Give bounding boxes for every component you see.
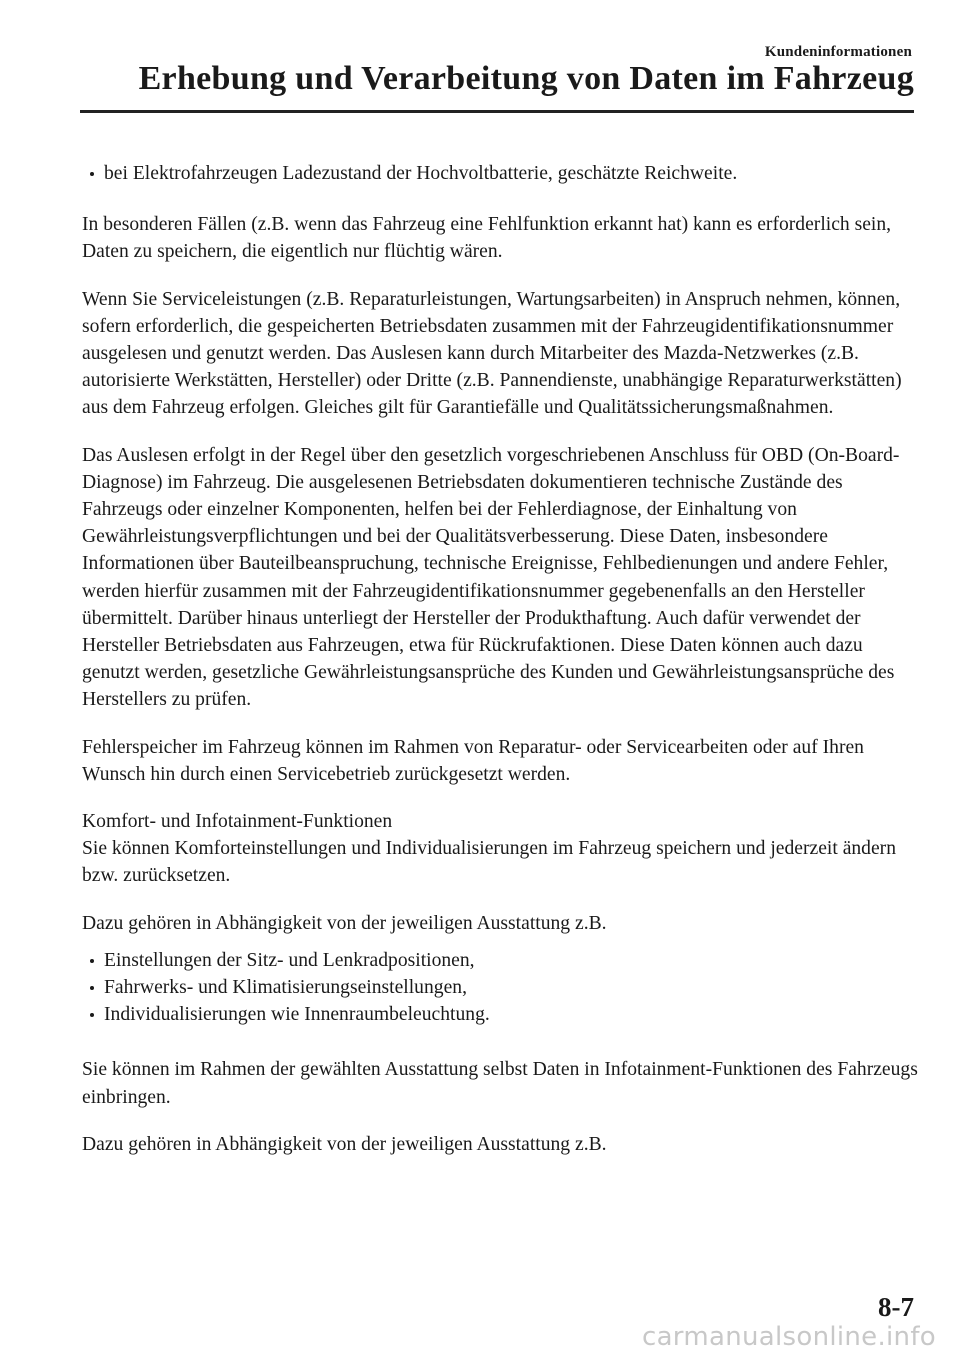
paragraph-equipment-intro: Dazu gehören in Abhängigkeit von der jeweiligen Ausstattung z.B. <box>82 912 607 934</box>
section-label: Kundeninformationen <box>764 44 912 60</box>
paragraph-service: Wenn Sie Serviceleistungen (z.B. Reparaturleistungen, Wartungsarbeiten) in Anspruch nehmen, können, sofern erforderlich, die gespeicherten Betriebsdaten zusammen mit der Fahrzeugidentifikationsnummer ausgelesen und genutzt werden. Das Auslesen kann durch Mitarbeiter des Mazda-Netzwerkes (z.B. autorisierte Werkstätten, Hersteller) oder Dritte (z.B. Pannendienste, unabhängige Reparaturwerkstätten) aus dem Fahrzeug erfolgen. Gleiches gilt für Garantiefälle und Qualitätssicherungsmaßnahmen. <box>82 288 902 419</box>
list-item <box>82 1001 918 1028</box>
comfort-body: Sie können Komforteinstellungen und Individualisierungen im Fahrzeug speichern und jederzeit ändern bzw. zurücksetzen. <box>82 838 897 887</box>
paragraph-fault-memory: Fehlerspeicher im Fahrzeug können im Rahmen von Reparatur- oder Servicearbeiten oder auf Ihren Wunsch hin durch einen Servicebetrieb zurückgesetzt werden. <box>82 736 864 785</box>
chapter-title: Erhebung und Verarbeitung von Daten im Fahrzeug <box>138 60 914 97</box>
paragraph-obd: Das Auslesen erfolgt in der Regel über den gesetzlich vorgeschriebenen Anschluss für OBD (On-Board-Diagnose) im Fahrzeug. Die ausgelesenen Betriebsdaten dokumentieren technische Zustände des Fahrzeugs oder einzelner Komponenten, helfen bei der Fehlerdiagnose, der Einhaltung von Gewährleistungsverpflichtungen und bei der Qualitätsverbesserung. Diese Daten, insbesondere Informationen über Bauteilbeanspruchung, technische Ereignisse, Fehlbedienungen und andere Fehler, werden hierfür zusammen mit der Fahrzeugidentifikationsnummer gegebenenfalls an den Hersteller übermittelt. Darüber hinaus unterliegt der Hersteller der Produkthaftung. Auch dafür verwendet der Hersteller Betriebsdaten aus Fahrzeugen, etwa für Rückrufaktionen. Diese Daten können auch dazu genutzt werden, gesetzliche Gewährleistungsansprüche des Kunden und Gewährleistungsansprüche des Herstellers zu prüfen. <box>82 444 900 711</box>
list-item <box>82 160 918 187</box>
paragraph-equipment-intro-2: Dazu gehören in Abhängigkeit von der jeweiligen Ausstattung z.B. <box>82 1133 607 1155</box>
comfort-heading: Komfort- und Infotainment-Funktionen <box>82 811 393 833</box>
comfort-bullet-list <box>82 947 918 1029</box>
paragraph-infotainment: Sie können im Rahmen der gewählten Ausstattung selbst Daten in Infotainment-Funktionen des Fahrzeugs einbringen. <box>82 1059 918 1108</box>
list-item-text: bei Elektrofahrzeugen Ladezustand der Hochvoltbatterie, geschätzte Reichweite. <box>104 163 738 184</box>
paragraph-volatile-data: In besonderen Fällen (z.B. wenn das Fahrzeug eine Fehlfunktion erkannt hat) kann es erforderlich sein, Daten zu speichern, die eigentlich nur flüchtig wären. <box>82 214 892 263</box>
bullet-dot-icon <box>90 986 94 990</box>
list-item-text: Individualisierungen wie Innenraumbeleuchtung. <box>104 1004 490 1026</box>
list-item-text: Fahrwerks- und Klimatisierungseinstellungen, <box>104 977 467 999</box>
list-item <box>82 947 918 974</box>
bullet-dot-icon <box>90 1013 94 1017</box>
page-content <box>82 160 918 1178</box>
paragraph-comfort <box>82 808 918 890</box>
top-bullet-list <box>82 160 918 187</box>
watermark: carmanualsonline.info <box>641 1322 936 1352</box>
list-item-text: Einstellungen der Sitz- und Lenkradpositionen, <box>104 949 475 971</box>
bullet-dot-icon <box>90 172 94 176</box>
list-item <box>82 974 918 1001</box>
bullet-dot-icon <box>90 959 94 963</box>
page-number: 8-7 <box>878 1292 914 1322</box>
header-rule <box>80 110 914 113</box>
